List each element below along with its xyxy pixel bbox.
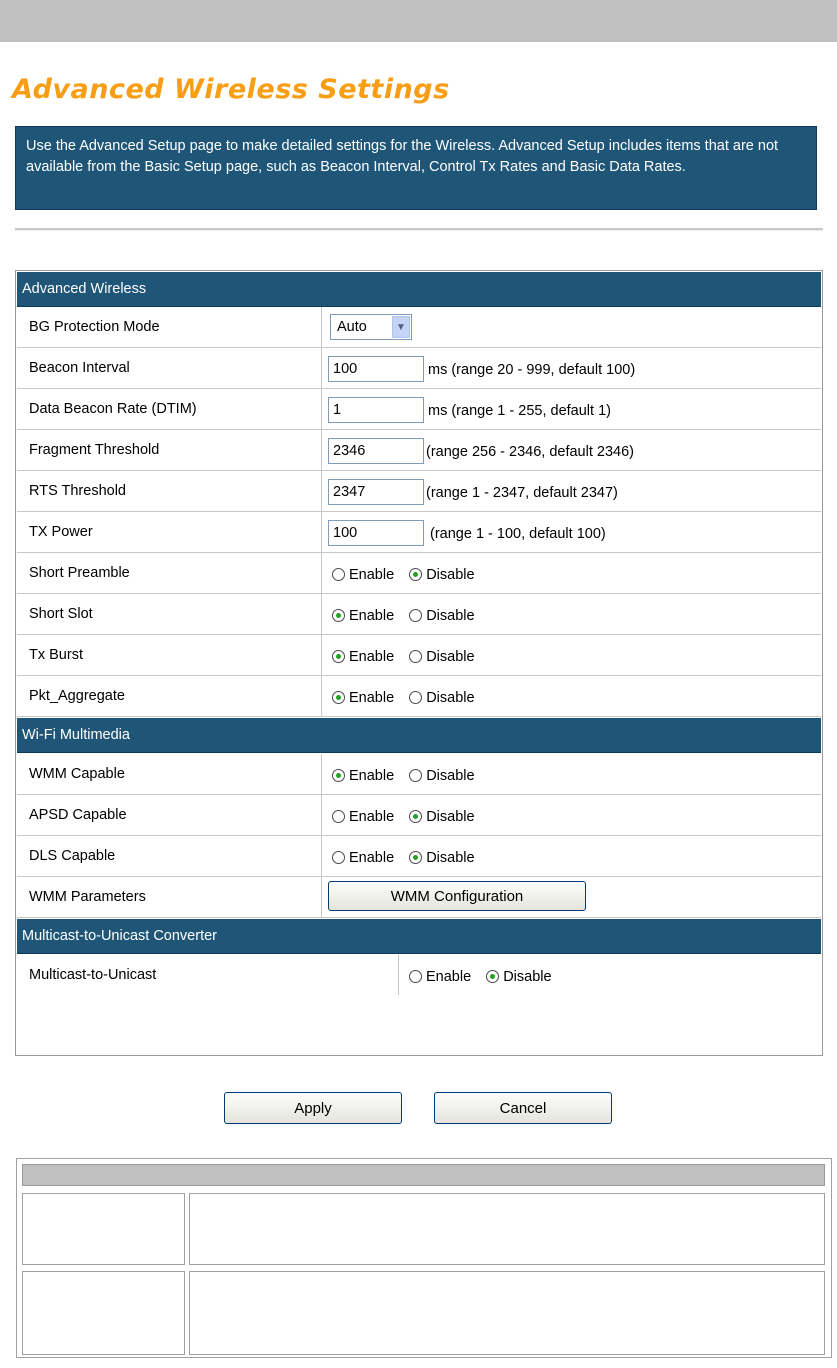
tx-burst-enable-radio[interactable]: Enable	[332, 648, 405, 665]
short-slot-disable-radio[interactable]: Disable	[409, 607, 485, 624]
description-cell	[22, 1193, 185, 1265]
advanced-wireless-form	[15, 270, 823, 1056]
dtim-label: Data Beacon Rate (DTIM)	[17, 389, 322, 429]
page-title: Advanced Wireless Settings	[12, 74, 450, 105]
section-header-multicast: Multicast-to-Unicast Converter	[17, 919, 821, 954]
chevron-down-icon[interactable]: ▼	[392, 316, 410, 338]
row-multicast-to-unicast	[17, 955, 821, 996]
row-beacon-interval	[17, 348, 821, 389]
wmm-configuration-button[interactable]: WMM Configuration	[328, 881, 586, 911]
description-table	[16, 1158, 832, 1358]
description-cell	[22, 1271, 185, 1355]
row-tx-power	[17, 512, 821, 553]
pkt-aggregate-enable-radio[interactable]: Enable	[332, 689, 405, 706]
short-slot-label: Short Slot	[17, 594, 322, 634]
row-rts-threshold	[17, 471, 821, 512]
beacon-interval-label: Beacon Interval	[17, 348, 322, 388]
tx-power-input[interactable]	[328, 520, 424, 546]
dtim-input[interactable]	[328, 397, 424, 423]
pkt-aggregate-disable-radio[interactable]: Disable	[409, 689, 485, 706]
section-header-advanced-wireless: Advanced Wireless	[17, 272, 821, 307]
fragment-threshold-label: Fragment Threshold	[17, 430, 322, 470]
row-fragment-threshold	[17, 430, 821, 471]
wmm-capable-enable-radio[interactable]: Enable	[332, 767, 405, 784]
rts-threshold-label: RTS Threshold	[17, 471, 322, 511]
wmm-parameters-label: WMM Parameters	[17, 877, 322, 917]
short-preamble-enable-radio[interactable]: Enable	[332, 566, 405, 583]
row-pkt-aggregate	[17, 676, 821, 717]
fragment-threshold-input[interactable]	[328, 438, 424, 464]
tx-burst-radios	[332, 648, 486, 665]
short-preamble-disable-radio[interactable]: Disable	[409, 566, 485, 583]
row-short-preamble	[17, 553, 821, 594]
apsd-capable-enable-radio[interactable]: Enable	[332, 808, 405, 825]
pkt-aggregate-radios	[332, 689, 486, 706]
beacon-interval-hint: ms (range 20 - 999, default 100)	[428, 362, 636, 378]
dls-capable-label: DLS Capable	[17, 836, 322, 876]
short-slot-enable-radio[interactable]: Enable	[332, 607, 405, 624]
section-header-wifi-multimedia: Wi-Fi Multimedia	[17, 718, 821, 753]
row-short-slot	[17, 594, 821, 635]
apsd-capable-radios	[332, 808, 486, 825]
rts-threshold-input[interactable]	[328, 479, 424, 505]
dtim-hint: ms (range 1 - 255, default 1)	[428, 403, 611, 419]
multicast-to-unicast-radios	[409, 968, 563, 985]
pkt-aggregate-label: Pkt_Aggregate	[17, 676, 322, 716]
wmm-capable-radios	[332, 767, 486, 784]
row-apsd-capable	[17, 795, 821, 836]
wmm-capable-disable-radio[interactable]: Disable	[409, 767, 485, 784]
apply-button[interactable]: Apply	[224, 1092, 402, 1124]
row-wmm-capable	[17, 754, 821, 795]
multicast-to-unicast-label: Multicast-to-Unicast	[17, 955, 399, 995]
multicast-to-unicast-enable-radio[interactable]: Enable	[409, 968, 482, 985]
apsd-capable-disable-radio[interactable]: Disable	[409, 808, 485, 825]
divider	[15, 228, 823, 231]
row-dls-capable	[17, 836, 821, 877]
apsd-capable-label: APSD Capable	[17, 795, 322, 835]
tx-burst-label: Tx Burst	[17, 635, 322, 675]
short-preamble-label: Short Preamble	[17, 553, 322, 593]
description-cell	[189, 1271, 825, 1355]
tx-burst-disable-radio[interactable]: Disable	[409, 648, 485, 665]
row-tx-burst	[17, 635, 821, 676]
description-cell	[189, 1193, 825, 1265]
top-banner	[0, 0, 837, 42]
dls-capable-disable-radio[interactable]: Disable	[409, 849, 485, 866]
rts-threshold-hint: (range 1 - 2347, default 2347)	[426, 485, 618, 501]
cancel-button[interactable]: Cancel	[434, 1092, 612, 1124]
dls-capable-radios	[332, 849, 486, 866]
row-wmm-parameters	[17, 877, 821, 918]
beacon-interval-input[interactable]	[328, 356, 424, 382]
short-preamble-radios	[332, 566, 486, 583]
description-table-header	[22, 1164, 825, 1186]
wmm-capable-label: WMM Capable	[17, 754, 322, 794]
row-bg-protection	[17, 307, 821, 348]
row-dtim	[17, 389, 821, 430]
short-slot-radios	[332, 607, 486, 624]
bg-protection-label: BG Protection Mode	[17, 307, 322, 347]
dls-capable-enable-radio[interactable]: Enable	[332, 849, 405, 866]
tx-power-hint: (range 1 - 100, default 100)	[430, 526, 606, 542]
multicast-to-unicast-disable-radio[interactable]: Disable	[486, 968, 562, 985]
tx-power-label: TX Power	[17, 512, 322, 552]
bg-protection-select[interactable]: Auto ▼	[330, 314, 412, 340]
fragment-threshold-hint: (range 256 - 2346, default 2346)	[426, 444, 634, 460]
intro-text: Use the Advanced Setup page to make detailed settings for the Wireless. Advanced Setup includes items that are not available from the Basic Setup page, such as Beacon Interval, Control Tx Rates and Basic Data Rates.	[15, 126, 817, 210]
